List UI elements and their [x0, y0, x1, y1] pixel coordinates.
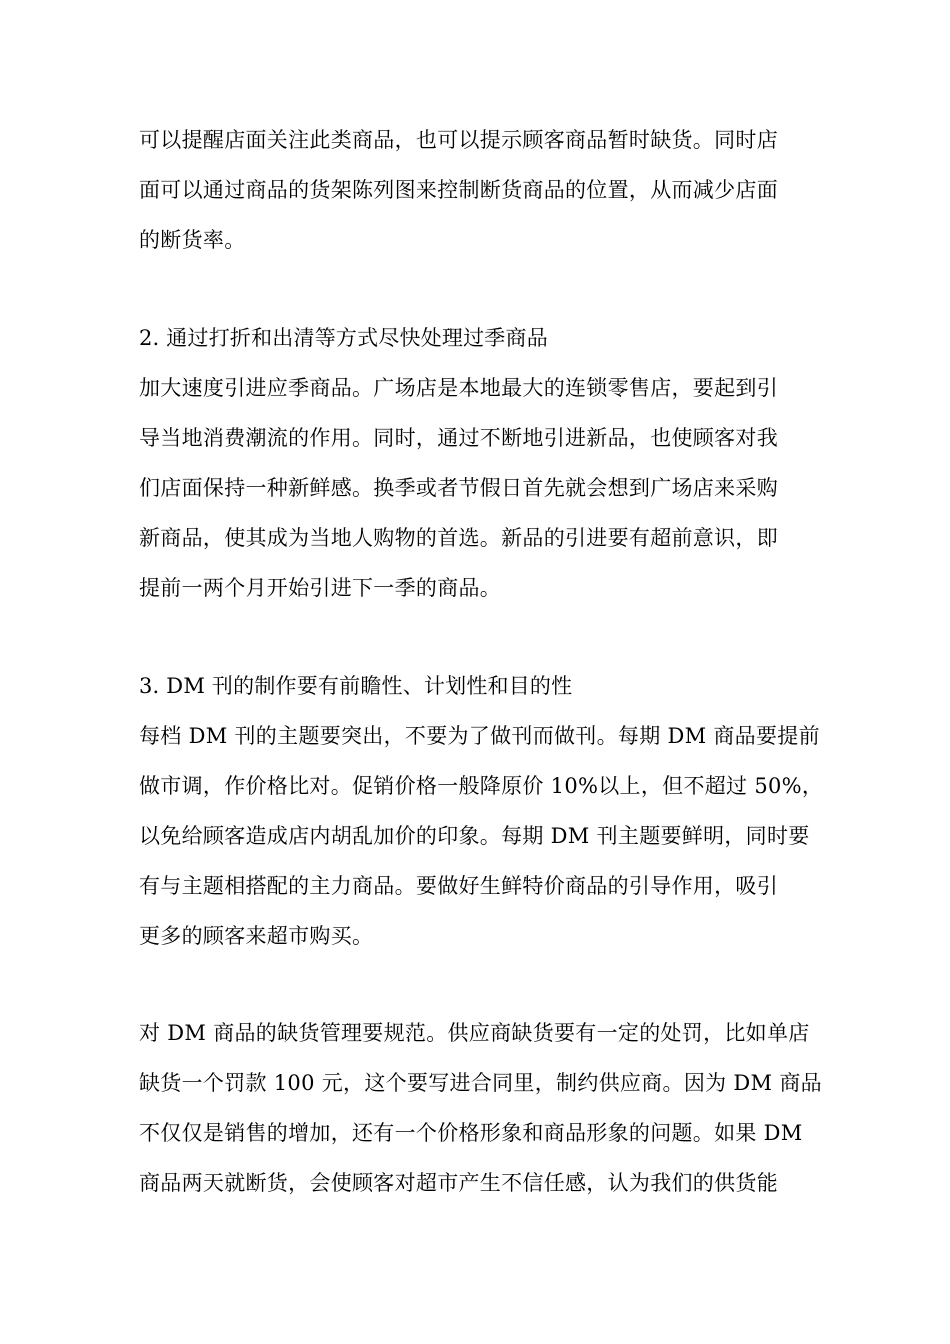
paragraph-1 [139, 115, 829, 265]
section-3 [139, 661, 829, 961]
text-line: 导当地消费潮流的作用。同时，通过不断地引进新品，也使顾客对我 [139, 426, 778, 450]
text-line: 有与主题相搭配的主力商品。要做好生鲜特价商品的引导作用，吸引 [139, 874, 778, 898]
text-line: 提前一两个月开始引进下一季的商品。 [139, 576, 502, 600]
text-line: 更多的顾客来超市购买。 [139, 924, 374, 948]
text-line: 不仅仅是销售的增加，还有一个价格形象和商品形象的问题。如果 DM [139, 1121, 803, 1145]
section-heading: 2. 通过打折和出清等方式尽快处理过季商品 [139, 326, 548, 350]
text-line: 加大速度引进应季商品。广场店是本地最大的连锁零售店，要起到引 [139, 376, 778, 400]
text-line: 以免给顾客造成店内胡乱加价的印象。每期 DM 刊主题要鲜明，同时要 [139, 824, 810, 848]
text-line: 每档 DM 刊的主题要突出，不要为了做刊而做刊。每期 DM 商品要提前 [139, 724, 820, 748]
text-line: 缺货一个罚款 100 元，这个要写进合同里，制约供应商。因为 DM 商品 [139, 1071, 822, 1095]
text-line: 做市调，作价格比对。促销价格一般降原价 10%以上，但不超过 50%， [139, 774, 824, 798]
section-2 [139, 313, 829, 613]
text-line: 面可以通过商品的货架陈列图来控制断货商品的位置，从而减少店面 [139, 178, 778, 202]
section-heading: 3. DM 刊的制作要有前瞻性、计划性和目的性 [139, 674, 573, 698]
text-line: 们店面保持一种新鲜感。换季或者节假日首先就会想到广场店来采购 [139, 476, 778, 500]
text-line: 新商品，使其成为当地人购物的首选。新品的引进要有超前意识，即 [139, 526, 778, 550]
text-line: 的断货率。 [139, 228, 246, 252]
paragraph-4 [139, 1008, 829, 1208]
text-line: 对 DM 商品的缺货管理要规范。供应商缺货要有一定的处罚，比如单店 [139, 1021, 810, 1045]
text-line: 商品两天就断货，会使顾客对超市产生不信任感，认为我们的供货能 [139, 1171, 778, 1195]
text-line: 可以提醒店面关注此类商品，也可以提示顾客商品暂时缺货。同时店 [139, 128, 778, 152]
